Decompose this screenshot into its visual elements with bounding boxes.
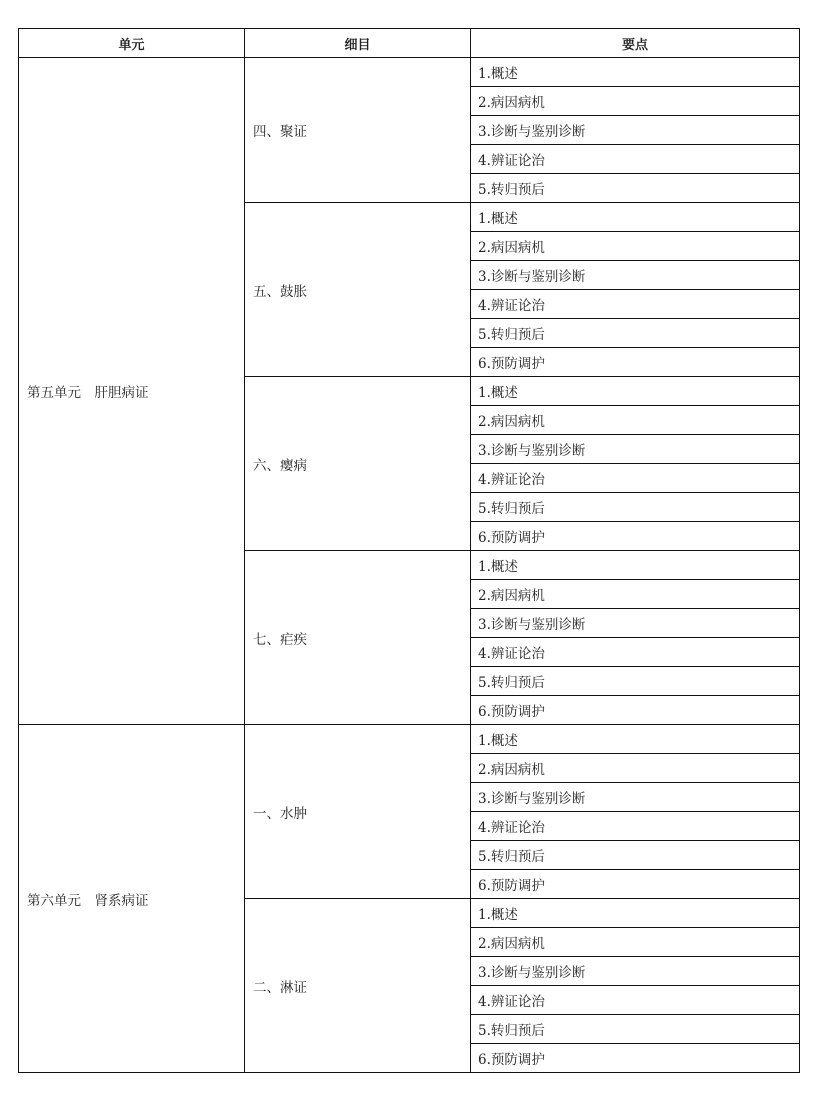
point-cell: 3.诊断与鉴别诊断 (471, 957, 800, 986)
point-cell: 2.病因病机 (471, 87, 800, 116)
point-cell: 6.预防调护 (471, 1044, 800, 1073)
item-cell: 四、聚证 (245, 58, 471, 203)
point-cell: 5.转归预后 (471, 174, 800, 203)
header-item: 细目 (245, 29, 471, 58)
point-cell: 1.概述 (471, 725, 800, 754)
point-cell: 2.病因病机 (471, 232, 800, 261)
point-cell: 5.转归预后 (471, 493, 800, 522)
item-cell: 五、鼓胀 (245, 203, 471, 377)
point-cell: 4.辨证论治 (471, 464, 800, 493)
point-cell: 5.转归预后 (471, 841, 800, 870)
point-cell: 1.概述 (471, 377, 800, 406)
header-row (19, 29, 800, 58)
point-cell: 1.概述 (471, 58, 800, 87)
unit-cell: 第五单元 肝胆病证 (19, 58, 245, 725)
point-cell: 5.转归预后 (471, 1015, 800, 1044)
item-cell: 六、瘿病 (245, 377, 471, 551)
point-cell: 6.预防调护 (471, 522, 800, 551)
point-cell: 2.病因病机 (471, 928, 800, 957)
header-points: 要点 (471, 29, 800, 58)
table-row (19, 58, 800, 87)
point-cell: 2.病因病机 (471, 754, 800, 783)
point-cell: 4.辨证论治 (471, 638, 800, 667)
unit-cell: 第六单元 肾系病证 (19, 725, 245, 1073)
point-cell: 5.转归预后 (471, 319, 800, 348)
point-cell: 2.病因病机 (471, 580, 800, 609)
point-cell: 4.辨证论治 (471, 290, 800, 319)
point-cell: 1.概述 (471, 551, 800, 580)
table-row (19, 725, 800, 754)
item-cell: 一、水肿 (245, 725, 471, 899)
point-cell: 4.辨证论治 (471, 145, 800, 174)
point-cell: 6.预防调护 (471, 696, 800, 725)
point-cell: 3.诊断与鉴别诊断 (471, 609, 800, 638)
point-cell: 4.辨证论治 (471, 986, 800, 1015)
item-cell: 二、淋证 (245, 899, 471, 1073)
header-unit: 单元 (19, 29, 245, 58)
syllabus-table (18, 28, 800, 1073)
point-cell: 6.预防调护 (471, 870, 800, 899)
point-cell: 4.辨证论治 (471, 812, 800, 841)
point-cell: 5.转归预后 (471, 667, 800, 696)
table-body (19, 58, 800, 1073)
point-cell: 3.诊断与鉴别诊断 (471, 783, 800, 812)
point-cell: 1.概述 (471, 203, 800, 232)
point-cell: 6.预防调护 (471, 348, 800, 377)
point-cell: 3.诊断与鉴别诊断 (471, 116, 800, 145)
item-cell: 七、疟疾 (245, 551, 471, 725)
point-cell: 3.诊断与鉴别诊断 (471, 435, 800, 464)
point-cell: 3.诊断与鉴别诊断 (471, 261, 800, 290)
point-cell: 2.病因病机 (471, 406, 800, 435)
point-cell: 1.概述 (471, 899, 800, 928)
